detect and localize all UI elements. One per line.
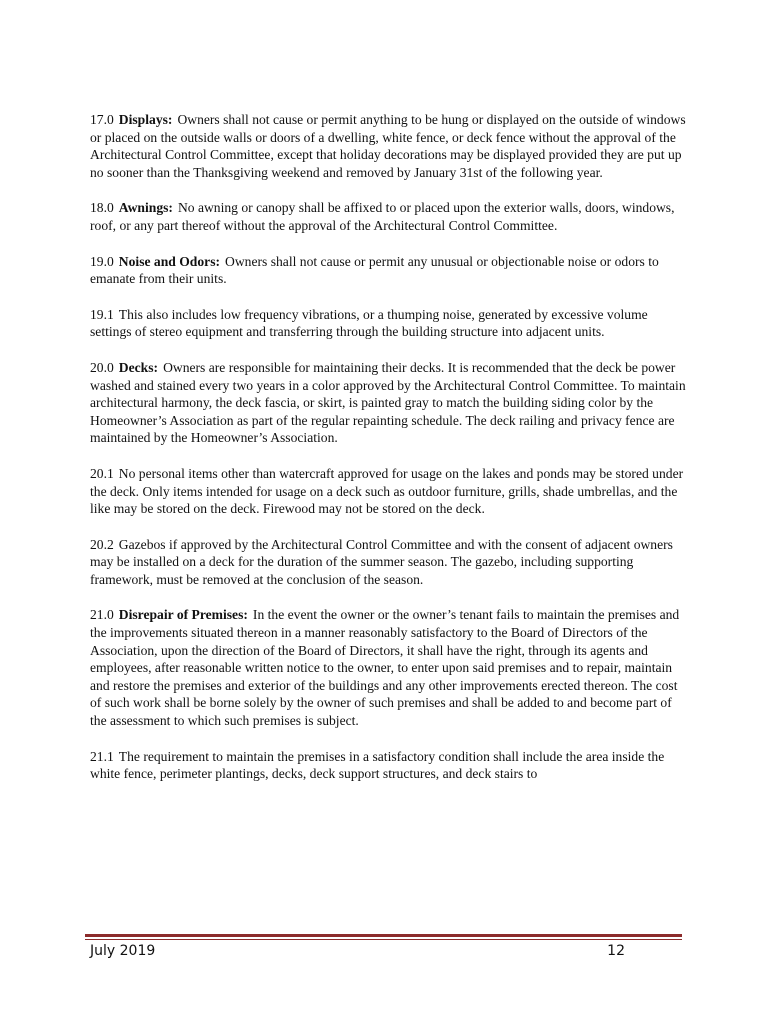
paragraph-19-0 <box>90 253 688 288</box>
section-number: 17.0 <box>90 112 114 127</box>
section-heading: Noise and Odors: <box>118 253 221 269</box>
footer-divider <box>85 934 682 937</box>
footer-divider-thin <box>85 939 682 940</box>
section-heading: Disrepair of Premises: <box>118 607 248 623</box>
paragraph-19-1 <box>90 306 688 341</box>
section-number: 20.2 <box>90 536 114 552</box>
footer-date: July 2019 <box>90 943 156 959</box>
section-text: This also includes low frequency vibrations, or a thumping noise, generated by excessive volume settings of stereo equipment and transferring through the building structure into adjacent units. <box>90 306 648 340</box>
section-number: 19.1 <box>90 306 114 322</box>
section-text: Owners are responsible for maintaining their decks. It is recommended that the deck be power washed and stained every two years in a color approved by the Architectural Control Committee. To maintain architectural harmony, the deck fascia, or skirt, is painted gray to match the building siding color by the Homeowner’s Association as part of the regular repainting schedule. The deck railing and privacy fence are maintained by the Homeowner’s Association. <box>90 359 686 446</box>
paragraph-18-0 <box>90 199 688 234</box>
paragraph-21-1 <box>90 748 688 783</box>
section-text: Owners shall not cause or permit anything to be hung or displayed on the outside of windows or placed on the outside walls or doors of a dwelling, white fence, or deck fence without the approval of the Architectural Control Committee, except that holiday decorations may be displayed provided they are put up no sooner than the Thanksgiving weekend and removed by January 31st of the following year. <box>90 112 686 180</box>
section-number: 21.1 <box>90 748 114 764</box>
paragraph-17-0 <box>90 111 688 181</box>
page-footer <box>90 943 625 959</box>
section-heading: Awnings: <box>118 200 173 216</box>
document-body <box>90 111 688 801</box>
section-heading: Decks: <box>118 359 159 375</box>
section-number: 20.1 <box>90 465 114 481</box>
section-text: In the event the owner or the owner’s tenant fails to maintain the premises and the improvements situated thereon in a manner reasonably satisfactory to the Board of Directors of the Association, upon the direction of the Board of Directors, it shall have the right, through its agents and employees, after reasonable written notice to the owner, to enter upon said premises and to repair, maintain and restore the premises and exterior of the buildings and any other improvements erected thereon. The cost of such work shall be borne solely by the owner of such premises and shall be added to and become part of the assessment to which such premises is subject. <box>90 607 680 729</box>
paragraph-20-1 <box>90 465 688 518</box>
section-text: Gazebos if approved by the Architectural Control Committee and with the consent of adjacent owners may be installed on a deck for the duration of the summer season. The gazebo, including supporting framework, must be removed at the conclusion of the season. <box>90 536 673 587</box>
section-text: No personal items other than watercraft approved for usage on the lakes and ponds may be stored under the deck. Only items intended for usage on a deck such as outdoor furniture, grills, shade umbrellas, and the like may be stored on the deck. Firewood may not be stored on the deck. <box>90 465 684 517</box>
section-text: The requirement to maintain the premises in a satisfactory condition shall include the area inside the white fence, perimeter plantings, decks, deck support structures, and deck stairs to <box>90 748 665 782</box>
paragraph-20-2 <box>90 536 688 589</box>
section-number: 18.0 <box>90 200 114 216</box>
page-number: 12 <box>607 943 625 959</box>
section-number: 20.0 <box>90 359 114 375</box>
section-number: 19.0 <box>90 253 114 269</box>
paragraph-21-0 <box>90 606 688 729</box>
section-text: No awning or canopy shall be affixed to or placed upon the exterior walls, doors, windows, roof, or any part thereof without the approval of the Architectural Control Committee. <box>90 200 675 233</box>
section-number: 21.0 <box>90 607 114 623</box>
paragraph-20-0 <box>90 359 688 447</box>
section-text: Owners shall not cause or permit any unusual or objectionable noise or odors to emanate from their units. <box>90 253 659 287</box>
section-heading: Displays: <box>118 112 173 127</box>
